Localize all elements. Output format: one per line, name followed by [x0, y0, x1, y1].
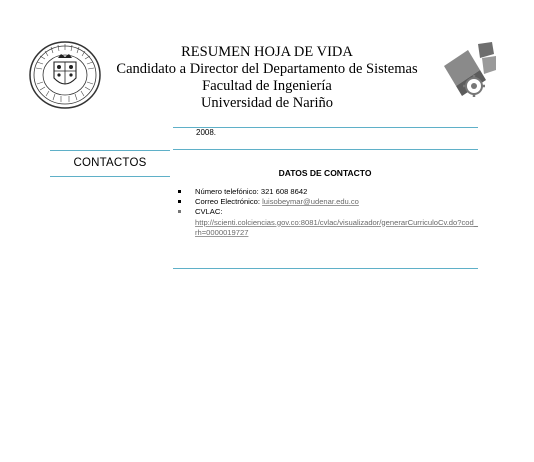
header-faculty-line: Facultad de Ingeniería: [202, 78, 332, 94]
email-link[interactable]: luisobeymar@udenar.edu.co: [262, 197, 359, 207]
contact-bottom-divider: [173, 268, 478, 269]
contact-cvlac-item: [178, 207, 478, 238]
section-bottom-divider: [173, 149, 478, 150]
contact-section-title: DATOS DE CONTACTO: [278, 168, 372, 178]
contact-email-item: [178, 197, 478, 207]
university-seal-logo: [28, 40, 102, 110]
header-candidate-line: Candidato a Director del Departamento de Sistemas: [116, 61, 418, 77]
document-header: [100, 44, 434, 112]
sidebar-bottom-divider: [50, 176, 170, 177]
header-university-line: Universidad de Nariño: [200, 95, 334, 111]
section-top-divider: [173, 127, 478, 128]
contact-phone: Número telefónico: 321 608 8642: [195, 187, 308, 196]
bullet-icon: [178, 190, 181, 193]
contact-email-label: Correo Electrónico:: [195, 197, 263, 207]
systems-gear-logo: [440, 40, 498, 102]
contact-cvlac-label: CVLAC:: [195, 207, 223, 217]
cvlac-link[interactable]: http://scienti.colciencias.gov.co:8081/cvlac/visualizador/generarCurriculoCv.do?cod_rh=0000019727: [195, 217, 478, 237]
bullet-icon: [178, 200, 181, 203]
contact-list: [178, 187, 478, 238]
section-label-contactos: CONTACTOS: [73, 157, 147, 169]
bullet-icon: [178, 210, 181, 213]
sidebar-top-divider: [50, 150, 170, 151]
contact-phone-item: [178, 187, 478, 197]
header-title: RESUMEN HOJA DE VIDA: [181, 44, 353, 60]
previous-section-year: 2008.: [196, 128, 217, 137]
